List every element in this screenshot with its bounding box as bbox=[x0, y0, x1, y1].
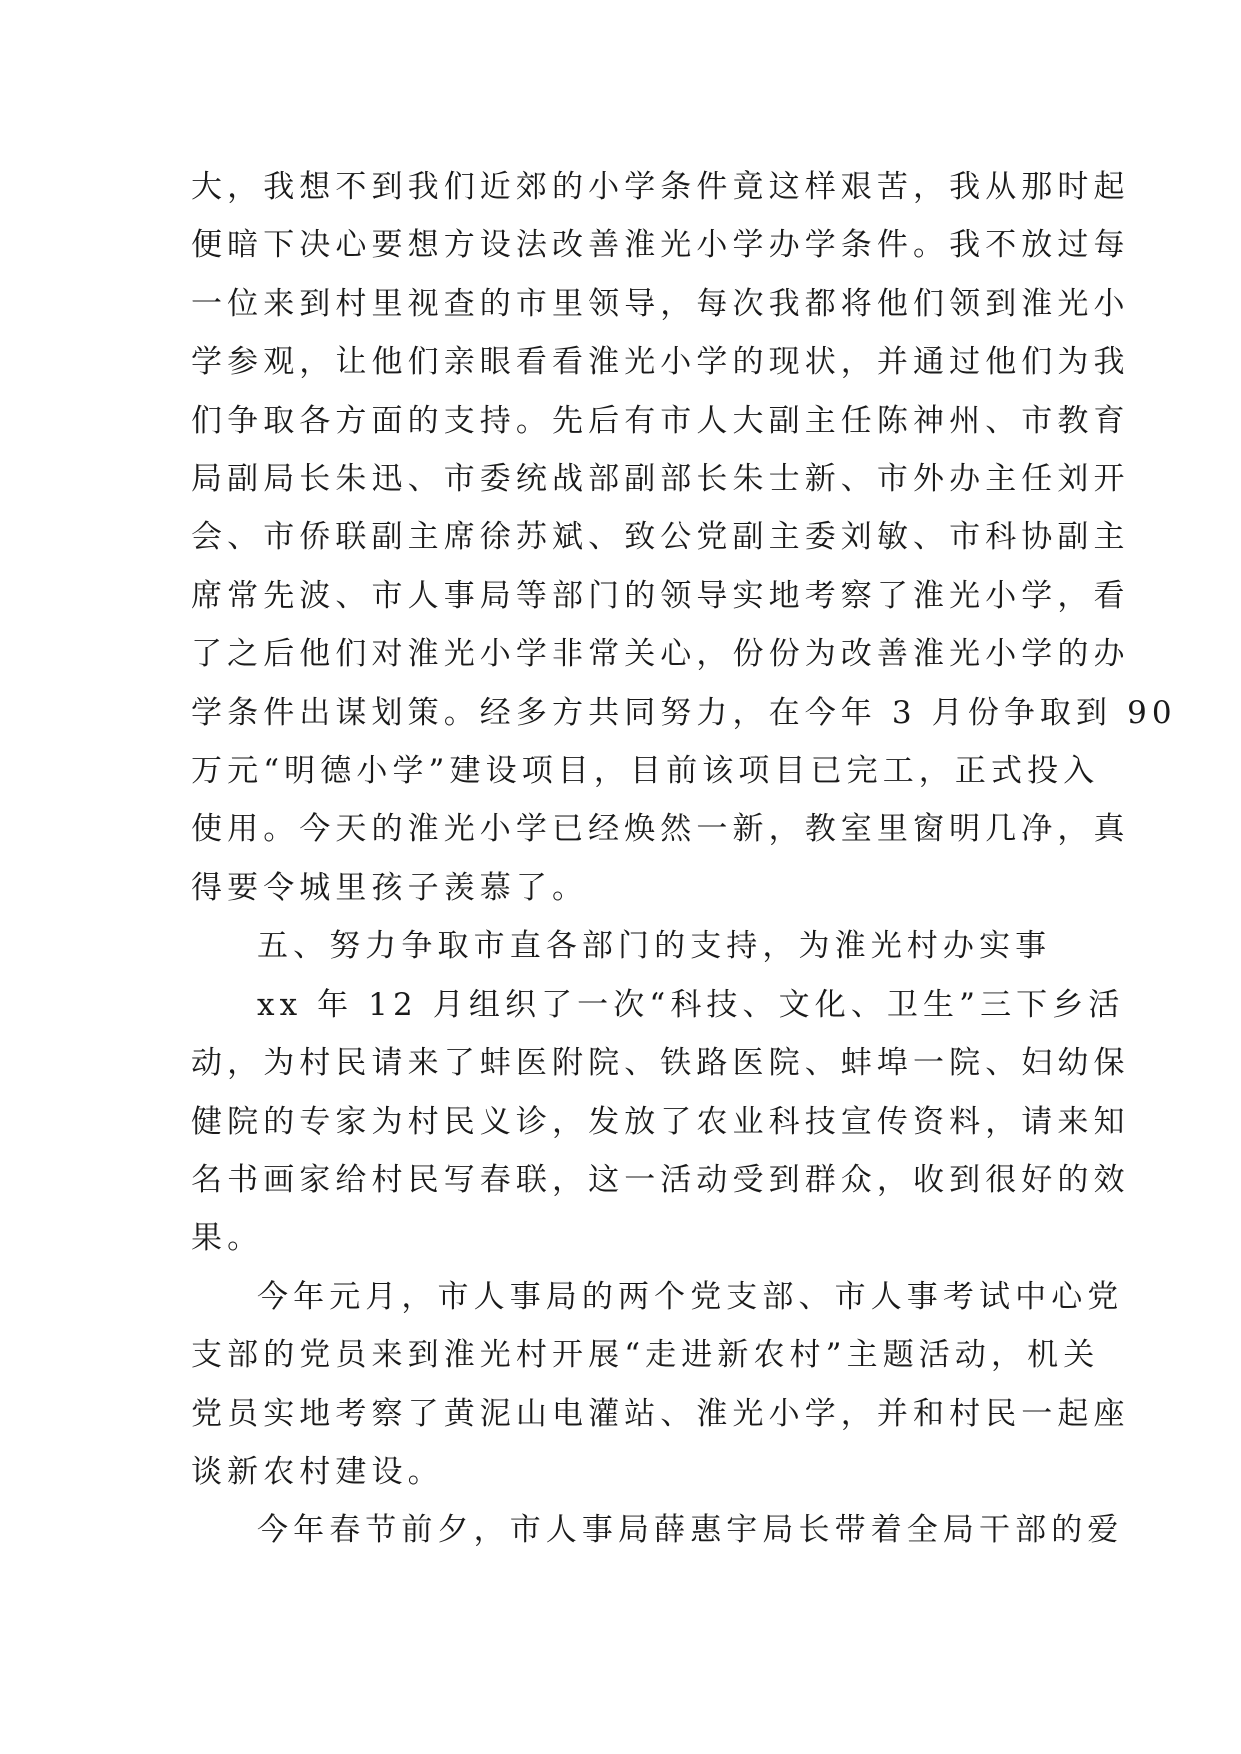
paragraph-new-countryside bbox=[191, 1268, 1130, 1502]
text-line: 今年元月，市人事局的两个党支部、市人事考试中心党 bbox=[257, 1278, 1124, 1315]
text-line: 局副局长朱迅、市委统战部副部长朱士新、市外办主任刘开 bbox=[191, 461, 1130, 498]
text-line: 们争取各方面的支持。先后有市人大副主任陈神州、市教育 bbox=[191, 402, 1130, 439]
text-line: 动，为村民请来了蚌医附院、铁路医院、蚌埠一院、妇幼保 bbox=[191, 1045, 1130, 1082]
text-line: 学条件出谋划策。经多方共同努力，在今年 3 月份争取到 90 bbox=[191, 694, 1177, 731]
paragraph-three-to-countryside bbox=[191, 976, 1130, 1268]
text-line: 今年春节前夕，市人事局薛惠宇局长带着全局干部的爱 bbox=[257, 1512, 1124, 1549]
text-line: 大，我想不到我们近郊的小学条件竟这样艰苦，我从那时起 bbox=[191, 169, 1130, 205]
text-line: 便暗下决心要想方设法改善淮光小学办学条件。我不放过每 bbox=[191, 227, 1130, 264]
text-line: 党员实地考察了黄泥山电灌站、淮光小学，并和村民一起座 bbox=[191, 1395, 1130, 1432]
text-line: 果。 bbox=[191, 1220, 264, 1257]
section-heading-five: 五、努力争取市直各部门的支持，为淮光村办实事 bbox=[257, 928, 1052, 965]
text-line: 了之后他们对淮光小学非常关心，份份为改善淮光小学的办 bbox=[191, 636, 1130, 673]
text-line: 会、市侨联副主席徐苏斌、致公党副主委刘敏、市科协副主 bbox=[191, 519, 1130, 556]
text-line: 支部的党员来到淮光村开展“走进新农村”主题活动，机关 bbox=[191, 1337, 1100, 1374]
paragraph-school-improvement bbox=[191, 158, 1177, 917]
text-line: 席常先波、市人事局等部门的领导实地考察了淮光小学，看 bbox=[191, 577, 1130, 614]
paragraph-spring-festival bbox=[191, 1501, 1124, 1559]
text-line: 学参观，让他们亲眼看看淮光小学的现状，并通过他们为我 bbox=[191, 344, 1130, 381]
text-line: 谈新农村建设。 bbox=[191, 1453, 444, 1490]
text-line: 万元“明德小学”建设项目，目前该项目已完工，正式投入 bbox=[191, 753, 1100, 790]
text-line: xx 年 12 月组织了一次“科技、文化、卫生”三下乡活 bbox=[257, 986, 1125, 1023]
text-line: 一位来到村里视查的市里领导，每次我都将他们领到淮光小 bbox=[191, 285, 1130, 322]
text-line: 使用。今天的淮光小学已经焕然一新，教室里窗明几净，真 bbox=[191, 811, 1130, 848]
document-body bbox=[191, 158, 1177, 1560]
text-line: 健院的专家为村民义诊，发放了农业科技宣传资料，请来知 bbox=[191, 1103, 1130, 1140]
text-line: 名书画家给村民写春联，这一活动受到群众，收到很好的效 bbox=[191, 1161, 1130, 1198]
text-line: 得要令城里孩子羡慕了。 bbox=[191, 869, 589, 906]
